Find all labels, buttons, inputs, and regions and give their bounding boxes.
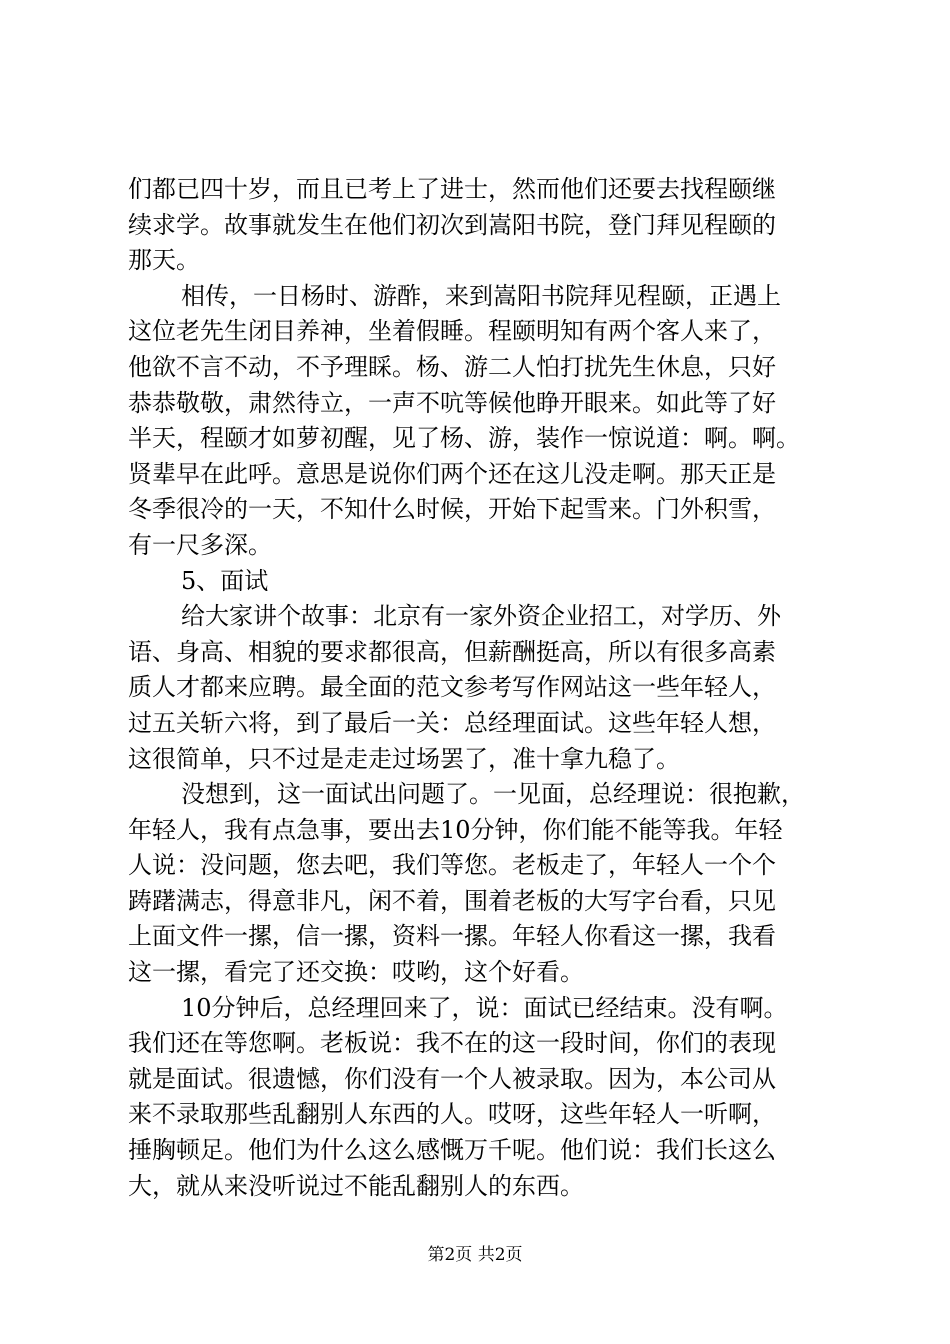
text-line: 冬季很冷的一天，不知什么时候，开始下起雪来。门外积雪， bbox=[128, 495, 776, 524]
text-line: 那天。 bbox=[128, 246, 200, 275]
text-line: 我们还在等您啊。老板说：我不在的这一段时间，你们的表现 bbox=[128, 1029, 776, 1058]
paragraph-start-line: 给大家讲个故事：北京有一家外资企业招工，对学历、外 bbox=[181, 602, 781, 631]
text-line: 他欲不言不动，不予理睬。杨、游二人怕打扰先生休息，只好 bbox=[128, 352, 776, 381]
text-line: 这位老先生闭目养神，坐着假睡。程颐明知有两个客人来了， bbox=[128, 317, 776, 346]
text-line: 捶胸顿足。他们为什么这么感慨万千呢。他们说：我们长这么 bbox=[128, 1136, 776, 1165]
text-line: 这一摞，看完了还交换：哎哟，这个好看。 bbox=[128, 958, 584, 987]
text-line: 大，就从来没听说过不能乱翻别人的东西。 bbox=[128, 1171, 584, 1200]
paragraph-start-line: 相传，一日杨时、游酢，来到嵩阳书院拜见程颐，正遇上 bbox=[181, 281, 781, 310]
text-line: 有一尺多深。 bbox=[128, 530, 272, 559]
text-line: 这很简单，只不过是走走过场罢了，准十拿九稳了。 bbox=[128, 744, 680, 773]
page-footer: 第2页 共2页 bbox=[427, 1245, 523, 1265]
text-line: 年轻人，我有点急事，要出去10分钟，你们能不能等我。年轻 bbox=[128, 815, 783, 844]
text-line: 过五关斩六将，到了最后一关：总经理面试。这些年轻人想， bbox=[128, 708, 776, 737]
text-line: 踌躇满志，得意非凡，闲不着，围着老板的大写字台看，只见 bbox=[128, 886, 776, 915]
text-line: 语、身高、相貌的要求都很高，但薪酬挺高，所以有很多高素 bbox=[128, 637, 776, 666]
text-line: 续求学。故事就发生在他们初次到嵩阳书院，登门拜见程颐的 bbox=[128, 210, 776, 239]
text-line: 质人才都来应聘。最全面的范文参考写作网站这一些年轻人， bbox=[128, 673, 776, 702]
text-line: 恭恭敬敬，肃然待立，一声不吭等候他睁开眼来。如此等了好 bbox=[128, 388, 776, 417]
text-line: 来不录取那些乱翻别人东西的人。哎呀，这些年轻人一听啊， bbox=[128, 1100, 776, 1129]
document-body bbox=[128, 172, 840, 1204]
text-line: 半天，程颐才如萝初醒，见了杨、游，装作一惊说道：啊。啊。 bbox=[128, 424, 800, 453]
text-line: 上面文件一摞，信一摞，资料一摞。年轻人你看这一摞，我看 bbox=[128, 922, 776, 951]
text-line: 贤辈早在此呼。意思是说你们两个还在这儿没走啊。那天正是 bbox=[128, 459, 776, 488]
text-line: 们都已四十岁，而且已考上了进士，然而他们还要去找程颐继 bbox=[128, 175, 776, 203]
text-line: 就是面试。很遗憾，你们没有一个人被录取。因为，本公司从 bbox=[128, 1064, 776, 1093]
section-heading: 5、面试 bbox=[181, 566, 269, 595]
text-line: 人说：没问题，您去吧，我们等您。老板走了，年轻人一个个 bbox=[128, 851, 776, 880]
paragraph-start-line: 10分钟后，总经理回来了，说：面试已经结束。没有啊。 bbox=[181, 993, 788, 1022]
paragraph-start-line: 没想到，这一面试出问题了。一见面，总经理说：很抱歉， bbox=[181, 780, 805, 809]
